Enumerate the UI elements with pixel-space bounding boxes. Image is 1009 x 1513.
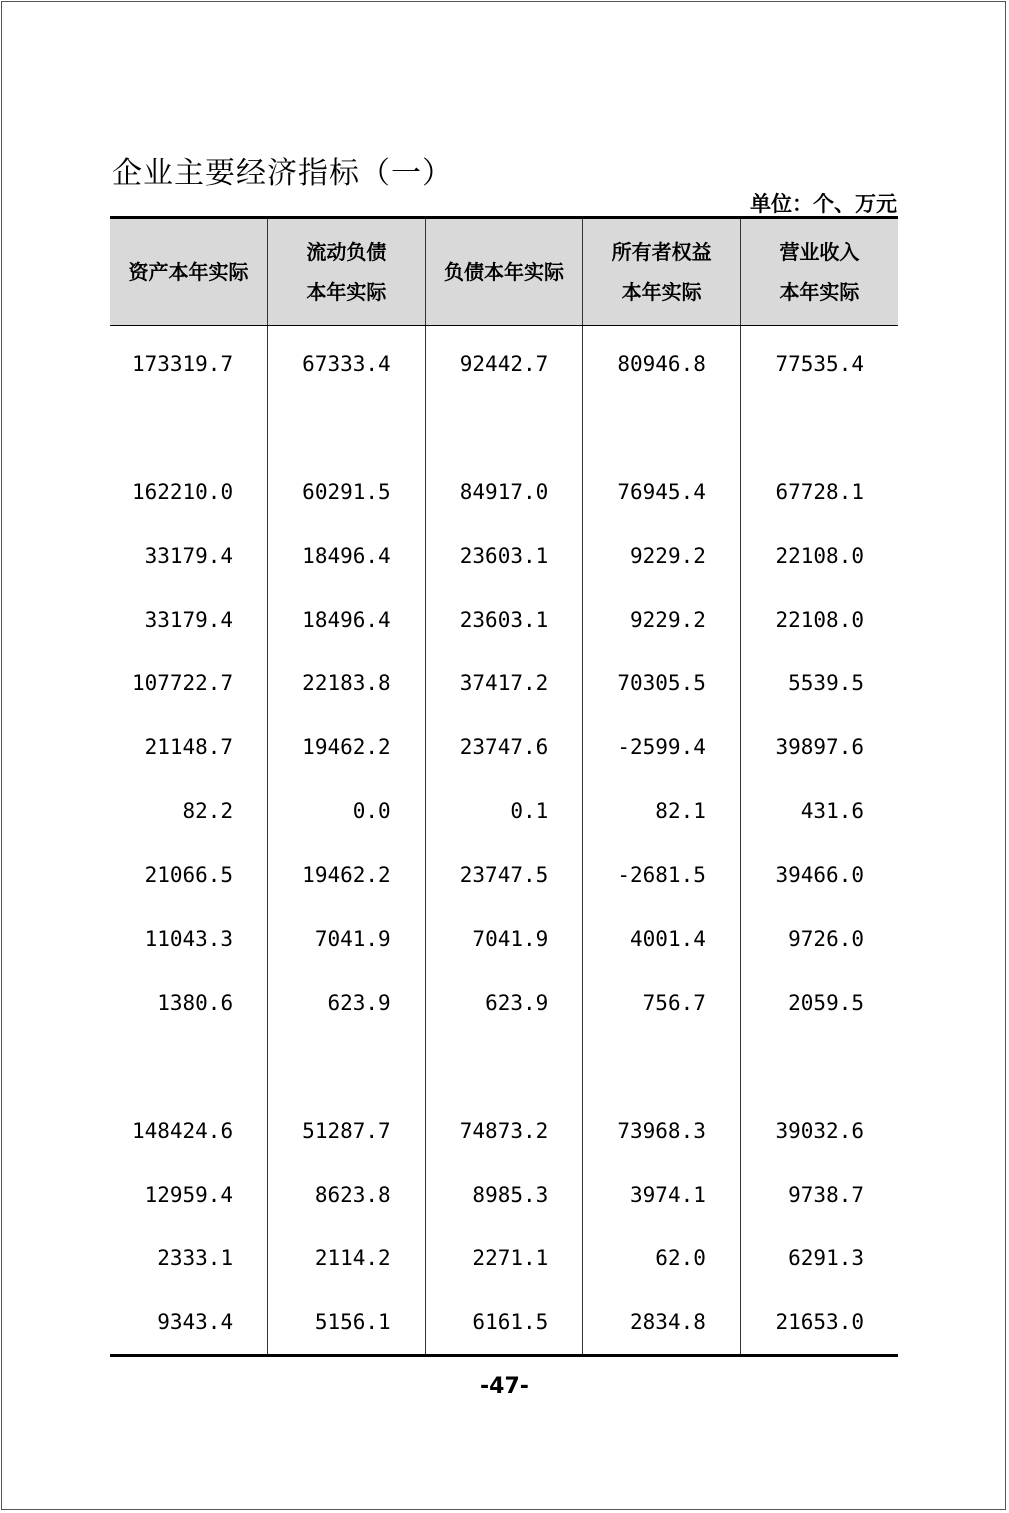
table-cell: 82.1 [583,779,741,843]
table-cell: 60291.5 [268,460,426,524]
table-cell [110,1035,268,1099]
table-header-row [110,218,898,326]
table-cell [583,396,741,460]
column-header-label: 本年实际 [779,280,860,304]
table-cell: 51287.7 [268,1099,426,1163]
table-cell: 8623.8 [268,1163,426,1227]
table-cell: 18496.4 [268,588,426,652]
table-cell: 2333.1 [157,1246,234,1271]
table-cell: 39897.6 [740,715,898,779]
table-cell: 22108.0 [740,588,898,652]
table-cell: 19462.2 [268,715,426,779]
table-cell: 6291.3 [740,1226,898,1290]
table-cell: 2114.2 [268,1226,426,1290]
table-cell: 37417.2 [425,651,583,715]
indicator-table [110,216,898,1357]
table-cell: 84917.0 [425,460,583,524]
table-cell: 9229.2 [583,524,741,588]
table-cell: 76945.4 [583,460,741,524]
table-cell: 2834.8 [583,1290,741,1355]
table-cell: 19462.2 [268,843,426,907]
table-cell: -2681.5 [583,843,741,907]
table-cell: 9229.2 [583,588,741,652]
table-cell: 67728.1 [740,460,898,524]
table-cell [110,396,268,460]
table-cell: 74873.2 [425,1099,583,1163]
table-cell: 70305.5 [583,651,741,715]
column-header [110,218,268,326]
table-cell: 73968.3 [583,1099,741,1163]
table-cell: 1380.6 [157,990,234,1015]
table-cell: 148424.6 [131,1118,234,1143]
table-cell: 8985.3 [425,1163,583,1227]
table-row [110,524,898,588]
page-number: -47- [480,1374,529,1399]
table-cell [740,1035,898,1099]
table-row [110,1290,898,1355]
indicator-table-container [110,216,898,1357]
table-cell: 39466.0 [740,843,898,907]
unit-label: 单位：个、万元 [750,192,897,216]
table-cell [425,396,583,460]
table-cell: 6161.5 [425,1290,583,1355]
column-header [268,218,426,326]
table-row [110,715,898,779]
table-cell: 5539.5 [740,651,898,715]
table-row [110,1163,898,1227]
table-cell: 23747.6 [425,715,583,779]
table-cell: 77535.4 [740,326,898,396]
table-cell: 9343.4 [110,1290,268,1355]
column-header-label: 本年实际 [306,280,387,304]
table-cell: 12959.4 [144,1182,234,1207]
table-cell: 33179.4 [144,543,234,568]
table-cell [268,1035,426,1099]
table-body [110,326,898,1356]
table-cell: 7041.9 [268,907,426,971]
column-header-label: 资产本年实际 [128,260,249,284]
table-cell [425,1035,583,1099]
table-row [110,1226,898,1290]
column-header [425,218,583,326]
table-cell: 33179.4 [144,607,234,632]
column-header [740,218,898,326]
table-cell: 67333.4 [268,326,426,396]
table-row [110,971,898,1035]
table-cell: 21148.7 [144,735,234,760]
table-cell: 5156.1 [268,1290,426,1355]
table-cell: 3974.1 [583,1163,741,1227]
table-cell: 173319.7 [131,351,234,376]
table-row [110,907,898,971]
column-header-label: 负债本年实际 [443,260,564,284]
column-header-label: 流动负债 [306,240,387,264]
table-cell: 82.2 [182,799,234,824]
table-cell: 4001.4 [583,907,741,971]
table-cell: 62.0 [583,1226,741,1290]
table-cell [583,1035,741,1099]
table-cell: 21653.0 [740,1290,898,1355]
table-cell: 2059.5 [740,971,898,1035]
table-cell: 162210.0 [131,479,234,504]
table-cell: 22108.0 [740,524,898,588]
table-cell: 23603.1 [425,524,583,588]
table-row [110,326,898,396]
table-cell: 18496.4 [268,524,426,588]
column-header-label: 所有者权益 [611,240,712,264]
table-cell: 107722.7 [131,671,234,696]
column-header [583,218,741,326]
table-cell: 80946.8 [583,326,741,396]
column-header-label: 营业收入 [779,240,860,264]
table-cell: 756.7 [583,971,741,1035]
table-row [110,1035,898,1099]
table-cell: 0.1 [425,779,583,843]
table-cell: 2271.1 [425,1226,583,1290]
table-row [110,1099,898,1163]
table-row [110,588,898,652]
table-cell: 623.9 [425,971,583,1035]
page-title: 企业主要经济指标（一） [112,156,453,191]
table-row [110,396,898,460]
table-cell: 23747.5 [425,843,583,907]
table-row [110,843,898,907]
table-cell: 92442.7 [425,326,583,396]
table-cell [268,396,426,460]
table-cell: 7041.9 [425,907,583,971]
table-cell: 22183.8 [268,651,426,715]
table-cell: 21066.5 [144,863,234,888]
table-cell: 11043.3 [144,926,234,951]
table-row [110,651,898,715]
table-row [110,779,898,843]
table-cell: 39032.6 [740,1099,898,1163]
table-cell: 9726.0 [740,907,898,971]
table-cell: -2599.4 [583,715,741,779]
table-cell [740,396,898,460]
table-row [110,460,898,524]
table-cell: 23603.1 [425,588,583,652]
table-cell: 431.6 [740,779,898,843]
table-cell: 623.9 [268,971,426,1035]
table-cell: 0.0 [268,779,426,843]
table-cell: 9738.7 [740,1163,898,1227]
column-header-label: 本年实际 [621,280,702,304]
